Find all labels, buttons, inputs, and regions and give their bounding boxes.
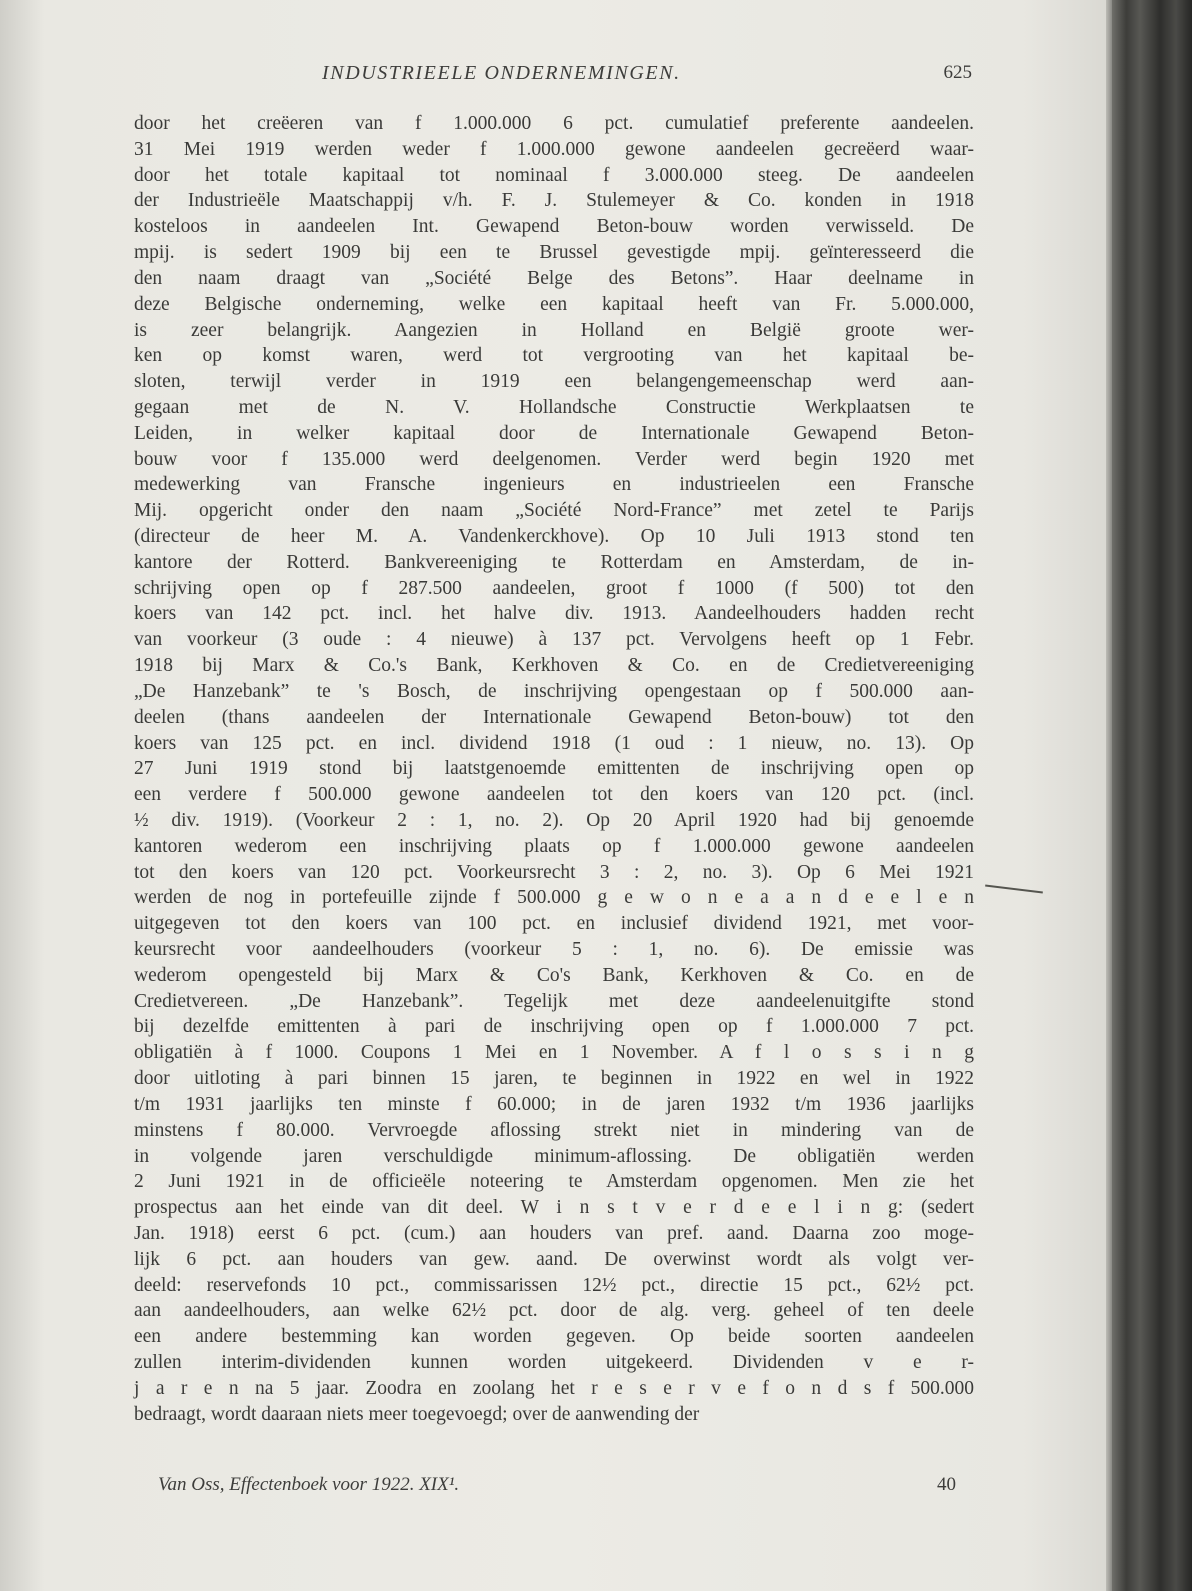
page-number: 625 (943, 62, 972, 83)
text-line: schrijving open op f 287.500 aandeelen, groot f 1000 (f 500) tot den (134, 577, 974, 599)
signature-mark: 40 (937, 1474, 956, 1495)
text-line: deelen (thans aandeelen der Internationale Gewapend Beton-bouw) tot den (134, 706, 974, 728)
text-line: sloten, terwijl verder in 1919 een belangengemeenschap werd aan- (134, 371, 974, 393)
text-line: is zeer belangrijk. Aangezien in Holland en België groote wer- (134, 319, 974, 341)
body-text (134, 111, 974, 1427)
text-line: een verdere f 500.000 gewone aandeelen tot den koers van 120 pct. (incl. (134, 784, 974, 806)
text-line: kosteloos in aandeelen Int. Gewapend Beton-bouw worden verwisseld. De (134, 216, 974, 238)
text-line: zullen interim-dividenden kunnen worden uitgekeerd. Dividenden v e r- (134, 1352, 974, 1373)
text-line: j a r e n na 5 jaar. Zoodra en zoolang het r e s e r v e f o n d s f 500.000 (134, 1377, 974, 1399)
text-line: werden de nog in portefeuille zijnde f 500.000 g e w o n e a a n d e e l e n (134, 887, 974, 909)
text-line: bij dezelfde emittenten à pari de inschrijving open op f 1.000.000 7 pct. (134, 1016, 974, 1038)
text-line: 1918 bij Marx & Co.'s Bank, Kerkhoven & Co. en de Credietvereeniging (134, 655, 974, 677)
text-line: Mij. opgericht onder den naam „Société Nord-France” met zetel te Parijs (134, 500, 974, 522)
margin-pencil-mark (985, 884, 1043, 893)
text-line: in volgende jaren verschuldigde minimum-aflossing. De obligatiën werden (134, 1145, 974, 1167)
text-line: 27 Juni 1919 stond bij laatstgenoemde emittenten de inschrijving open op (134, 758, 974, 780)
text-line: kantore der Rotterd. Bankvereeniging te Rotterdam en Amsterdam, de in- (134, 551, 974, 573)
footer-title: Van Oss, Effectenboek voor 1922. XIX¹. (158, 1474, 460, 1495)
text-line: deeld: reservefonds 10 pct., commissarissen 12½ pct., directie 15 pct., 62½ pct. (134, 1274, 974, 1296)
text-line: kantoren wederom een inschrijving plaats op f 1.000.000 gewone aandeelen (134, 835, 974, 857)
text-line: deze Belgische onderneming, welke een kapitaal heeft van Fr. 5.000.000, (134, 293, 974, 315)
running-title: INDUSTRIEELE ONDERNEMINGEN. (322, 62, 681, 84)
text-line: door uitloting à pari binnen 15 jaren, te beginnen in 1922 en wel in 1922 (134, 1068, 974, 1090)
text-line: Credietvereen. „De Hanzebank”. Tegelijk met deze aandeelenuitgifte stond (134, 990, 974, 1012)
page-header (132, 62, 972, 88)
text-line: bouw voor f 135.000 werd deelgenomen. Verder werd begin 1920 met (134, 448, 974, 470)
text-line: van voorkeur (3 oude : 4 nieuwe) à 137 pct. Vervolgens heeft op 1 Febr. (134, 629, 974, 651)
text-line: Jan. 1918) eerst 6 pct. (cum.) aan houders van pref. aand. Daarna zoo moge- (134, 1222, 974, 1244)
text-line: door het creëeren van f 1.000.000 6 pct. cumulatief preferente aandeelen. (134, 113, 974, 134)
text-line: t/m 1931 jaarlijks ten minste f 60.000; in de jaren 1932 t/m 1936 jaarlijks (134, 1093, 974, 1115)
text-line: der Industrieële Maatschappij v/h. F. J. Stulemeyer & Co. konden in 1918 (134, 190, 974, 212)
text-line: aan aandeelhouders, aan welke 62½ pct. door de alg. verg. geheel of ten deele (134, 1300, 974, 1322)
text-line: medewerking van Fransche ingenieurs en industrieelen een Fransche (134, 474, 974, 496)
text-line: een andere bestemming kan worden gegeven. Op beide soorten aandeelen (134, 1326, 974, 1348)
text-line: uitgegeven tot den koers van 100 pct. en inclusief dividend 1921, met voor- (134, 913, 974, 935)
text-line: obligatiën à f 1000. Coupons 1 Mei en 1 November. A f l o s s i n g (134, 1042, 974, 1064)
text-line: koers van 142 pct. incl. het halve div. 1913. Aandeelhouders hadden recht (134, 603, 974, 625)
text-line: ½ div. 1919). (Voorkeur 2 : 1, no. 2). Op 20 April 1920 had bij genoemde (134, 809, 974, 831)
text-line: lijk 6 pct. aan houders van gew. aand. De overwinst wordt als volgt ver- (134, 1248, 974, 1270)
text-line: ken op komst waren, werd tot vergrooting van het kapitaal be- (134, 345, 974, 367)
page-footer (158, 1474, 956, 1500)
text-line: wederom opengesteld bij Marx & Co's Bank, Kerkhoven & Co. en de (134, 964, 974, 986)
text-line: prospectus aan het einde van dit deel. W i n s t v e r d e e l i n g: (sedert (134, 1197, 974, 1219)
text-line: 31 Mei 1919 werden weder f 1.000.000 gewone aandeelen gecreëerd waar- (134, 138, 974, 160)
text-line: door het totale kapitaal tot nominaal f 3.000.000 steeg. De aandeelen (134, 164, 974, 186)
text-line: minstens f 80.000. Vervroegde aflossing strekt niet in mindering van de (134, 1119, 974, 1141)
text-line: Leiden, in welker kapitaal door de Internationale Gewapend Beton- (134, 422, 974, 444)
book-spine (1112, 0, 1192, 1591)
text-line: 2 Juni 1921 in de officieële noteering te Amsterdam opgenomen. Men zie het (134, 1171, 974, 1193)
text-line: keursrecht voor aandeelhouders (voorkeur 5 : 1, no. 6). De emissie was (134, 939, 974, 960)
text-line: „De Hanzebank” te 's Bosch, de inschrijving opengestaan op f 500.000 aan- (134, 680, 974, 702)
text-line: tot den koers van 120 pct. Voorkeursrecht 3 : 2, no. 3). Op 6 Mei 1921 (134, 861, 974, 883)
text-line: den naam draagt van „Société Belge des Betons”. Haar deelname in (134, 267, 974, 289)
text-line: (directeur de heer M. A. Vandenkerckhove). Op 10 Juli 1913 stond ten (134, 526, 974, 547)
text-line: koers van 125 pct. en incl. dividend 1918 (1 oud : 1 nieuw, no. 13). Op (134, 732, 974, 754)
text-line: bedraagt, wordt daaraan niets meer toegevoegd; over de aanwending der (134, 1403, 700, 1425)
text-line: gegaan met de N. V. Hollandsche Constructie Werkplaatsen te (134, 396, 974, 418)
text-line: mpij. is sedert 1909 bij een te Brussel gevestigde mpij. geïnteresseerd die (134, 242, 974, 264)
